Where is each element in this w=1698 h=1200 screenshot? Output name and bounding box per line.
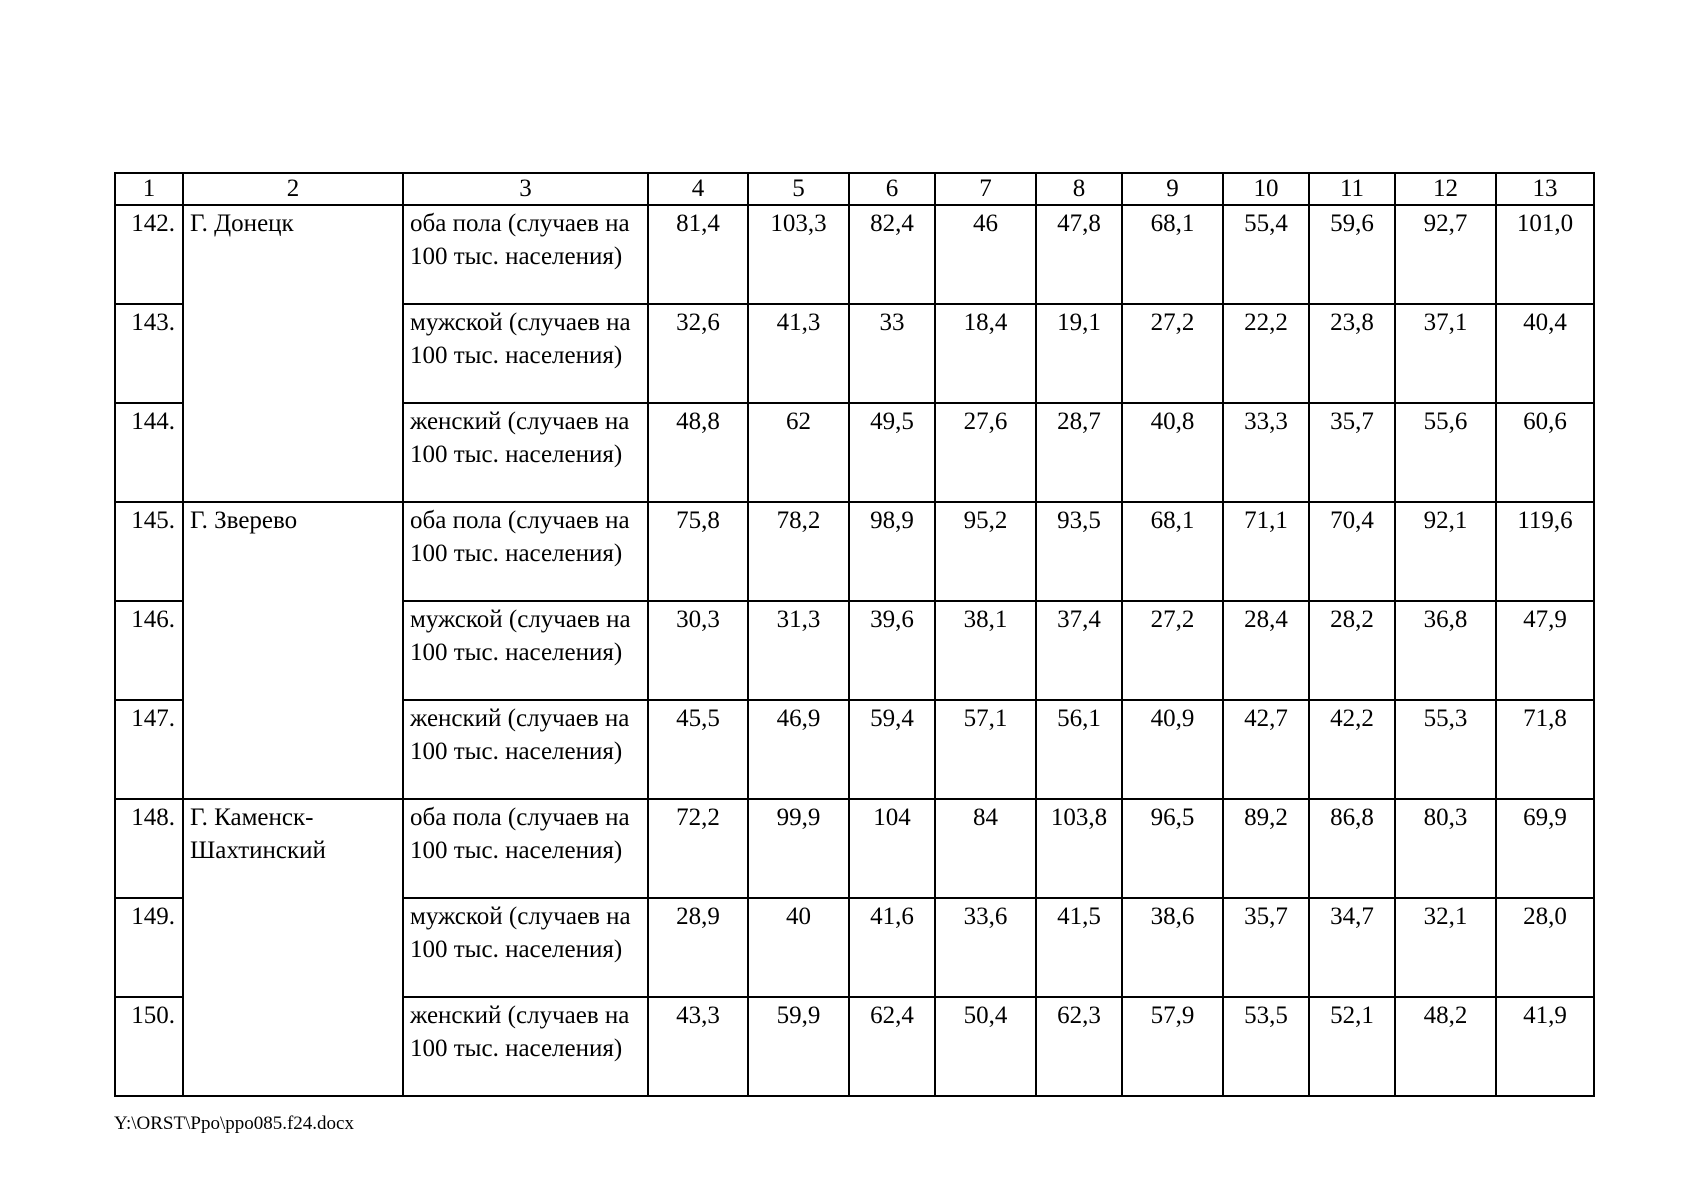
value-cell: 33 [849,304,935,403]
value-cell: 52,1 [1309,997,1395,1096]
value-cell: 57,9 [1122,997,1223,1096]
indicator-description: мужской (случаев на 100 тыс. населения) [403,898,648,997]
value-cell: 53,5 [1223,997,1309,1096]
value-cell: 68,1 [1122,205,1223,304]
value-cell: 46,9 [748,700,849,799]
column-header: 12 [1395,173,1496,205]
value-cell: 93,5 [1036,502,1122,601]
value-cell: 59,9 [748,997,849,1096]
column-header: 8 [1036,173,1122,205]
value-cell: 23,8 [1309,304,1395,403]
value-cell: 28,2 [1309,601,1395,700]
value-cell: 50,4 [935,997,1036,1096]
indicator-description: женский (случаев на 100 тыс. населения) [403,403,648,502]
place-name: Г. Зверево [183,502,403,799]
indicator-description: оба пола (случаев на 100 тыс. населения) [403,502,648,601]
file-path: Y:\ORST\Ppo\ppo085.f24.docx [114,1113,354,1134]
value-cell: 95,2 [935,502,1036,601]
value-cell: 48,8 [648,403,748,502]
table-row [115,799,1594,898]
column-header: 7 [935,173,1036,205]
value-cell: 37,1 [1395,304,1496,403]
value-cell: 35,7 [1223,898,1309,997]
value-cell: 56,1 [1036,700,1122,799]
row-number: 146. [115,601,183,700]
value-cell: 27,2 [1122,304,1223,403]
value-cell: 41,5 [1036,898,1122,997]
indicator-description: мужской (случаев на 100 тыс. населения) [403,601,648,700]
place-name: Г. Каменск-Шахтинский [183,799,403,1096]
indicator-description: женский (случаев на 100 тыс. населения) [403,700,648,799]
value-cell: 96,5 [1122,799,1223,898]
indicator-description: женский (случаев на 100 тыс. населения) [403,997,648,1096]
value-cell: 42,2 [1309,700,1395,799]
value-cell: 30,3 [648,601,748,700]
table-body [115,205,1594,1096]
value-cell: 59,4 [849,700,935,799]
value-cell: 38,1 [935,601,1036,700]
value-cell: 41,9 [1496,997,1594,1096]
value-cell: 35,7 [1309,403,1395,502]
indicator-description: оба пола (случаев на 100 тыс. населения) [403,799,648,898]
column-header: 3 [403,173,648,205]
value-cell: 33,6 [935,898,1036,997]
value-cell: 55,4 [1223,205,1309,304]
value-cell: 22,2 [1223,304,1309,403]
value-cell: 82,4 [849,205,935,304]
value-cell: 86,8 [1309,799,1395,898]
statistics-table [114,172,1595,1097]
row-number: 143. [115,304,183,403]
value-cell: 41,6 [849,898,935,997]
column-header: 10 [1223,173,1309,205]
value-cell: 42,7 [1223,700,1309,799]
value-cell: 28,4 [1223,601,1309,700]
value-cell: 92,1 [1395,502,1496,601]
place-name: Г. Донецк [183,205,403,502]
value-cell: 103,3 [748,205,849,304]
value-cell: 27,2 [1122,601,1223,700]
value-cell: 80,3 [1395,799,1496,898]
column-header: 4 [648,173,748,205]
value-cell: 84 [935,799,1036,898]
value-cell: 71,1 [1223,502,1309,601]
value-cell: 34,7 [1309,898,1395,997]
value-cell: 81,4 [648,205,748,304]
value-cell: 47,9 [1496,601,1594,700]
value-cell: 32,6 [648,304,748,403]
row-number: 144. [115,403,183,502]
value-cell: 55,3 [1395,700,1496,799]
column-header: 2 [183,173,403,205]
value-cell: 27,6 [935,403,1036,502]
column-header: 11 [1309,173,1395,205]
value-cell: 68,1 [1122,502,1223,601]
column-header: 1 [115,173,183,205]
header-row [115,173,1594,205]
value-cell: 78,2 [748,502,849,601]
value-cell: 119,6 [1496,502,1594,601]
value-cell: 33,3 [1223,403,1309,502]
value-cell: 18,4 [935,304,1036,403]
column-header: 9 [1122,173,1223,205]
value-cell: 37,4 [1036,601,1122,700]
row-number: 147. [115,700,183,799]
row-number: 145. [115,502,183,601]
value-cell: 31,3 [748,601,849,700]
value-cell: 59,6 [1309,205,1395,304]
table-row [115,502,1594,601]
value-cell: 60,6 [1496,403,1594,502]
indicator-description: оба пола (случаев на 100 тыс. населения) [403,205,648,304]
value-cell: 19,1 [1036,304,1122,403]
value-cell: 36,8 [1395,601,1496,700]
value-cell: 47,8 [1036,205,1122,304]
column-header: 6 [849,173,935,205]
value-cell: 103,8 [1036,799,1122,898]
value-cell: 62,4 [849,997,935,1096]
value-cell: 39,6 [849,601,935,700]
value-cell: 98,9 [849,502,935,601]
value-cell: 40,4 [1496,304,1594,403]
value-cell: 28,9 [648,898,748,997]
value-cell: 40,8 [1122,403,1223,502]
value-cell: 45,5 [648,700,748,799]
value-cell: 46 [935,205,1036,304]
value-cell: 62,3 [1036,997,1122,1096]
column-header: 5 [748,173,849,205]
indicator-description: мужской (случаев на 100 тыс. населения) [403,304,648,403]
value-cell: 40 [748,898,849,997]
value-cell: 71,8 [1496,700,1594,799]
value-cell: 41,3 [748,304,849,403]
value-cell: 38,6 [1122,898,1223,997]
value-cell: 89,2 [1223,799,1309,898]
value-cell: 49,5 [849,403,935,502]
value-cell: 75,8 [648,502,748,601]
value-cell: 55,6 [1395,403,1496,502]
value-cell: 72,2 [648,799,748,898]
value-cell: 40,9 [1122,700,1223,799]
value-cell: 28,0 [1496,898,1594,997]
row-number: 150. [115,997,183,1096]
value-cell: 28,7 [1036,403,1122,502]
column-header: 13 [1496,173,1594,205]
value-cell: 92,7 [1395,205,1496,304]
value-cell: 57,1 [935,700,1036,799]
row-number: 142. [115,205,183,304]
value-cell: 62 [748,403,849,502]
value-cell: 43,3 [648,997,748,1096]
row-number: 148. [115,799,183,898]
value-cell: 32,1 [1395,898,1496,997]
row-number: 149. [115,898,183,997]
value-cell: 104 [849,799,935,898]
value-cell: 101,0 [1496,205,1594,304]
value-cell: 48,2 [1395,997,1496,1096]
table-row [115,205,1594,304]
value-cell: 99,9 [748,799,849,898]
value-cell: 70,4 [1309,502,1395,601]
value-cell: 69,9 [1496,799,1594,898]
